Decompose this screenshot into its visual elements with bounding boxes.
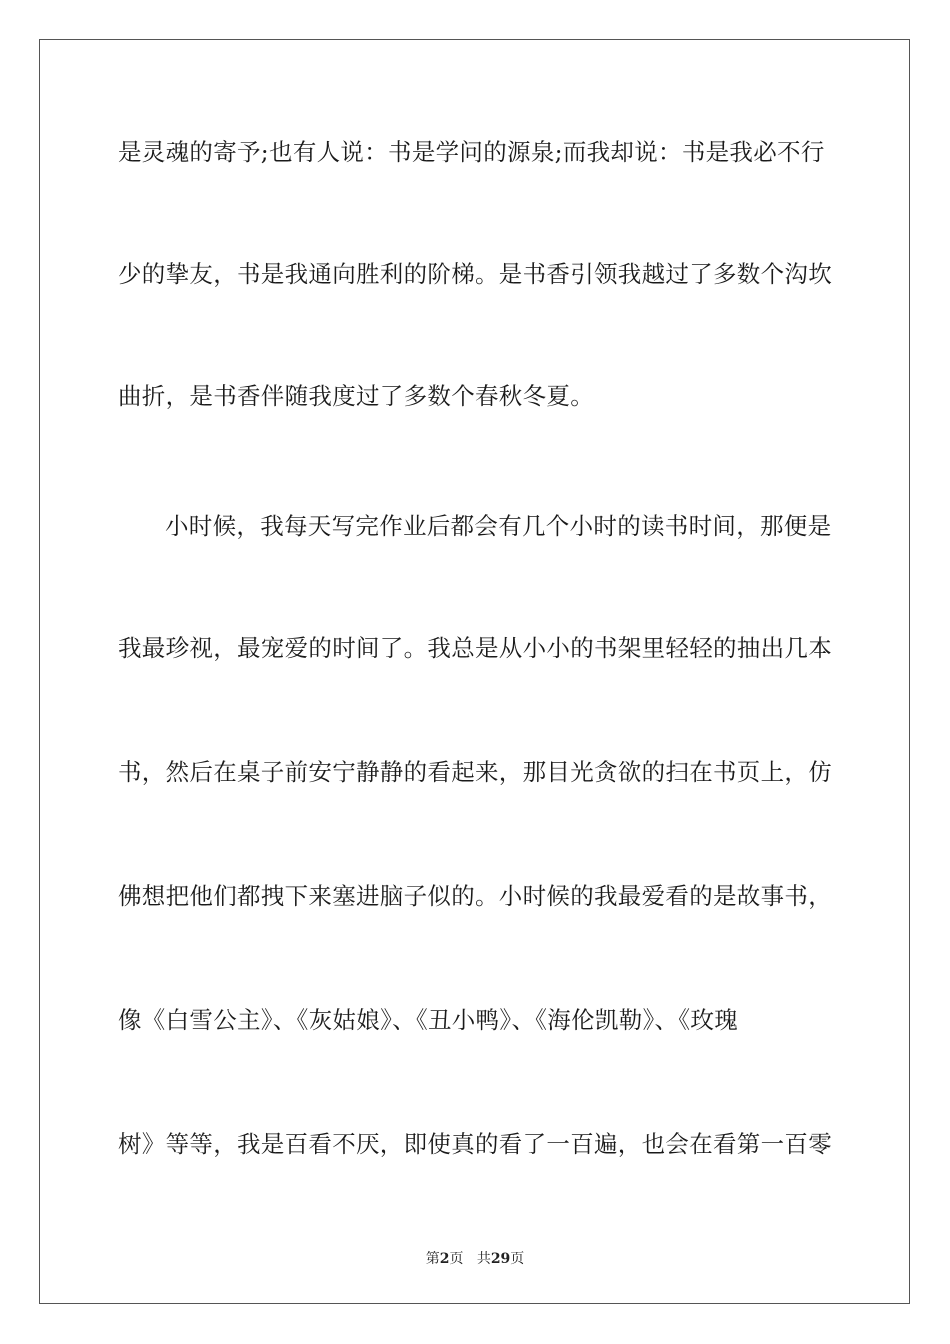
page-number: 2 xyxy=(439,1251,450,1267)
total-prefix: 共 xyxy=(476,1251,491,1267)
text-line: 树》等等，我是百看不厌，即使真的看了一百遍，也会在看第一百零 xyxy=(118,1130,832,1158)
text-line: 书，然后在桌子前安宁静静的看起来，那目光贪欲的扫在书页上，仿 xyxy=(118,758,832,786)
text-line: 少的挚友，书是我通向胜利的阶梯。是书香引领我越过了多数个沟坎 xyxy=(118,260,832,288)
paragraph-start-line: 小时候，我每天写完作业后都会有几个小时的读书时间，那便是 xyxy=(165,512,832,540)
text-line: 我最珍视，最宠爱的时间了。我总是从小小的书架里轻轻的抽出几本 xyxy=(118,634,832,662)
text-line: 是灵魂的寄予;也有人说：书是学问的源泉;而我却说：书是我必不行 xyxy=(118,138,825,166)
page-footer xyxy=(0,1248,950,1268)
total-suffix: 页 xyxy=(510,1251,525,1267)
total-pages: 29 xyxy=(490,1251,511,1267)
page-border xyxy=(39,39,910,1304)
text-line: 像《白雪公主》、《灰姑娘》、《丑小鸭》、《海伦凯勒》、《玫瑰 xyxy=(118,1006,738,1034)
text-line: 佛想把他们都拽下来塞进脑子似的。小时候的我最爱看的是故事书， xyxy=(118,882,832,910)
page-suffix: 页 xyxy=(449,1251,464,1267)
page-prefix: 第 xyxy=(425,1251,440,1267)
text-line: 曲折，是书香伴随我度过了多数个春秋冬夏。 xyxy=(118,382,594,410)
